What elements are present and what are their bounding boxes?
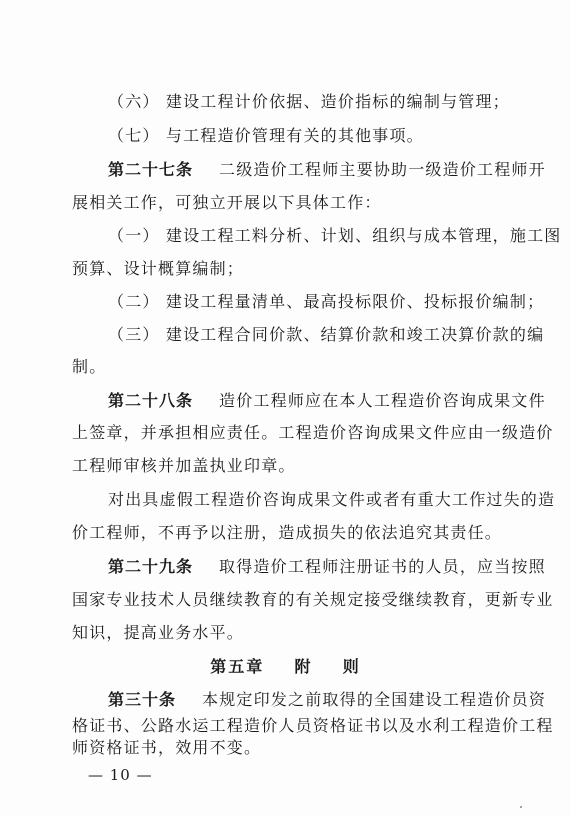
article-29-line-2: 国家专业技术人员继续教育的有关规定接受继续教育，更新专业 bbox=[72, 590, 554, 609]
article-29-line-1 bbox=[108, 557, 546, 577]
article-30-line-1 bbox=[108, 690, 546, 710]
article-30-line-3: 师资格证书，效用不变。 bbox=[72, 738, 262, 757]
page-number: — 10 — bbox=[88, 766, 153, 784]
article-28-line-1 bbox=[108, 391, 546, 411]
article-28-text: 造价工程师应在本人工程造价咨询成果文件 bbox=[219, 391, 546, 410]
article-28-para-2-line-1: 对出具虚假工程造价咨询成果文件或者有重大工作过失的造 bbox=[108, 490, 556, 509]
article-27-item-1-line-1: （一） 建设工程工料分析、计划、组织与成本管理，施工图 bbox=[108, 226, 562, 245]
article-28-line-2: 上签章，并承担相应责任。工程造价咨询成果文件应由一级造价 bbox=[72, 423, 554, 442]
article-27-item-2: （二） 建设工程量清单、最高投标限价、投标报价编制； bbox=[108, 292, 545, 311]
article-28-line-3: 工程师审核并加盖执业印章。 bbox=[72, 456, 296, 475]
article-30-heading: 第三十条 bbox=[108, 690, 177, 709]
article-29-text: 取得造价工程师注册证书的人员，应当按照 bbox=[219, 557, 546, 576]
chapter-title: 第五章 附 则 bbox=[210, 657, 361, 676]
article-29-line-3: 知识，提高业务水平。 bbox=[72, 623, 245, 642]
article-28-para-2-line-2: 价工程师，不再予以注册，造成损失的依法追究其责任。 bbox=[72, 523, 503, 542]
article-27-line-2: 展相关工作，可独立开展以下具体工作： bbox=[72, 193, 382, 212]
article-27-text: 二级造价工程师主要协助一级造价工程师开 bbox=[219, 160, 546, 179]
article-27-heading: 第二十七条 bbox=[108, 160, 194, 179]
article-28-heading: 第二十八条 bbox=[108, 391, 194, 410]
article-29-heading: 第二十九条 bbox=[108, 557, 194, 576]
article-27-item-3-line-1: （三） 建设工程合同价款、结算价款和竣工决算价款的编 bbox=[108, 325, 545, 344]
article-27-item-3-line-2: 制。 bbox=[72, 357, 107, 376]
article-30-line-2: 格证书、公路水运工程造价人员资格证书以及水利工程造价工程 bbox=[72, 716, 554, 735]
paragraph-item-7: （七） 与工程造价管理有关的其他事项。 bbox=[108, 126, 424, 145]
article-30-text: 本规定印发之前取得的全国建设工程造价员资 bbox=[202, 690, 547, 709]
article-27-line-1 bbox=[108, 160, 546, 180]
paragraph-item-6: （六） 建设工程计价依据、造价指标的编制与管理； bbox=[108, 92, 510, 111]
scan-speck bbox=[520, 806, 522, 808]
article-27-item-1-line-2: 预算、设计概算编制； bbox=[72, 259, 245, 278]
